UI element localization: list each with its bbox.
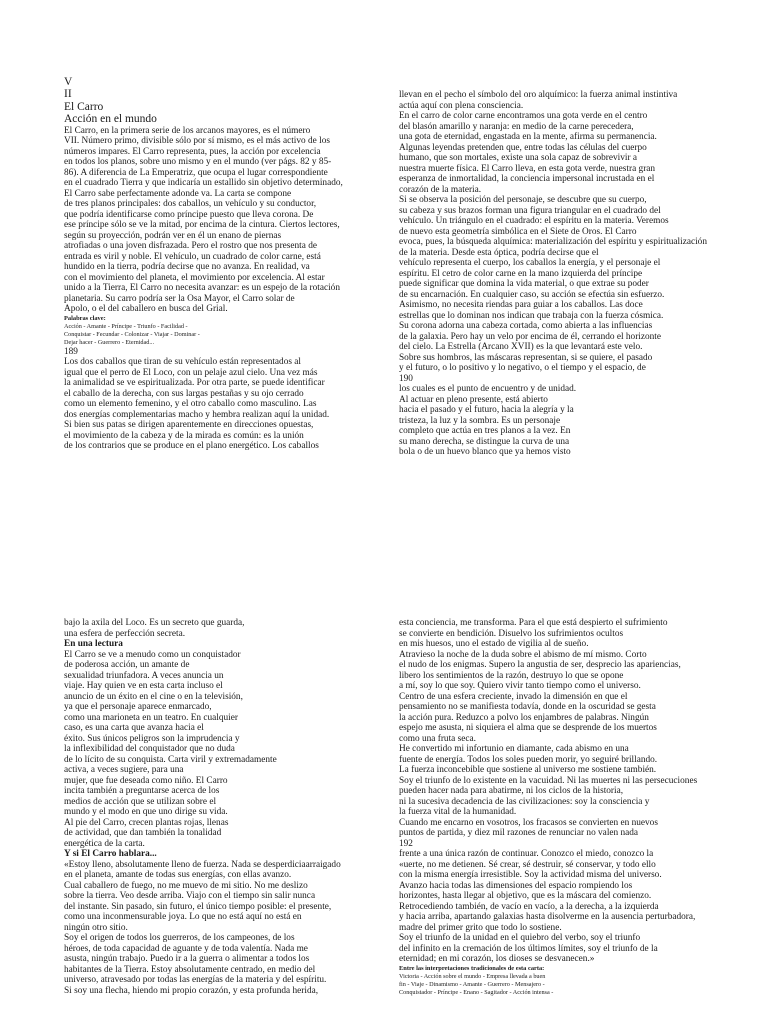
text-line: V: [64, 76, 73, 88]
text-line: hacia el pasado y el futuro, hacia la alegría y la: [399, 405, 574, 415]
text-line: Victoria - Acción sobre el mundo - Empresa llevada a buen: [399, 972, 546, 980]
text-line: de nuevo esta geometría simbólica en el Siete de Oros. El Carro: [399, 226, 637, 237]
text-line: una esfera de perfección secreta.: [64, 628, 186, 639]
text-line: la inflexibilidad del conquistador que no duda: [64, 744, 235, 754]
text-line: puede significar que domina la vida material, o que extrae su poder: [399, 279, 649, 289]
text-line: la acción pura. Reduzco a polvo los enjambres de palabras. Ningún: [399, 712, 649, 723]
text-line: de tres planos principales: dos caballos, un vehículo y su conductor,: [64, 199, 317, 210]
text-line: tristeza, la luz y la sombra. Es un personaje: [399, 415, 561, 426]
text-line: que podría identificarse como príncipe puesto que lleva corona. De: [64, 209, 314, 220]
text-line: éxito. Sus únicos peligros son la imprudencia y: [64, 733, 240, 744]
text-line: como un elemento femenino, y el otro caballo como masculino. Las: [64, 399, 317, 410]
text-line: espíritu. El cetro de color carne en la mano izquierda del príncipe: [399, 268, 643, 279]
text-line: sexualidad triunfadora. A veces anuncia un: [64, 670, 224, 681]
text-line: En el carro de color carne encontramos una gota verde en el centro: [399, 111, 648, 121]
text-line: Si soy una flecha, hiendo mi propio corazón, y esta profunda herida,: [64, 985, 319, 996]
text-line: incita también a preguntarse acerca de los: [64, 786, 220, 796]
text-line: asusta, ningún trabajo. Puedo ir a la guerra o alimentar a todos los: [64, 954, 310, 964]
text-line: el movimiento de la cabeza y de la mirada es común: es la unión: [64, 430, 304, 441]
text-line: humano, que son mortales, existe una sola capaz de sobrevivir a: [399, 153, 638, 163]
text-line: Al actuar en pleno presente, está abierto: [399, 394, 548, 405]
text-line: ningún otro sitio.: [64, 922, 128, 933]
text-line: habitantes de la Tierra. Estoy absolutamente centrado, en medio del: [64, 964, 316, 975]
text-line: como una fruta seca.: [399, 733, 476, 744]
text-line: su mano derecha, se distingue la curva de una: [399, 436, 570, 447]
text-line: pensamiento no se manifiesta todavía, donde en la oscuridad se gesta: [399, 702, 656, 712]
text-line: de actividad, que dan también la tonalidad: [64, 828, 222, 838]
text-line: en mis huesos, uno el estado de vigilia al de sueño.: [399, 639, 589, 649]
text-line: esta conciencia, me transforma. Para el que está despierto el sufrimiento: [399, 618, 668, 628]
text-line: espejo me asusta, ni siquiera el alma que se desprende de los muertos: [399, 723, 657, 733]
text-line: el caballo de la derecha, con sus largas pestañas y su ojo cerrado: [64, 388, 304, 399]
text-line: Centro de una esfera creciente, invado la dimensión en que el: [399, 691, 628, 702]
text-line: He convertido mi infortunio en diamante, cada abismo en una: [399, 744, 629, 754]
text-line: del infinito en la cremación de los últimos límites, soy el triunfo de la: [399, 943, 658, 954]
text-line: de su encarnación. En cualquier caso, su acción se efectúa sin esfuerzo.: [399, 289, 665, 300]
text-line: de la galaxia. Pero hay un velo por encima de él, cerrando el horizonte: [399, 331, 662, 342]
text-line: Cual caballero de fuego, no me muevo de mi sitio. No me deslizo: [64, 880, 308, 891]
text-line: El Carro sabe perfectamente adonde va. La carta se compone: [64, 188, 292, 199]
text-line: del cielo. La Estrella (Arcano XVII) es la que levantará este velo.: [399, 342, 643, 352]
text-line: en el planeta, amante de todas sus energías, con ellas avanzo.: [64, 870, 292, 880]
text-line: Soy el triunfo de lo existente en la vacuidad. Ni las muertes ni las persecuciones: [399, 775, 698, 786]
text-line: estrellas que lo dominan nos indican que trabaja con la fuerza cósmica.: [399, 310, 664, 321]
text-line: Sobre sus hombros, las máscaras representan, si se quiere, el pasado: [399, 352, 653, 363]
text-line: su cabeza y sus brazos forman una figura triangular en el cuadrado del: [399, 205, 661, 216]
text-line: ni la sucesiva decadencia de las civilizaciones: soy la consciencia y: [399, 796, 650, 807]
text-line: llevan en el pecho el símbolo del oro alquímico: la fuerza animal instintiva: [399, 90, 678, 100]
text-line: Entre las interpretaciones tradicionales de esta carta:: [399, 964, 545, 972]
text-line: medios de acción que se utilizan sobre el: [64, 796, 217, 807]
text-line: sobre la tierra. Veo desde arriba. Viajo con el tiempo sin salir nunca: [64, 891, 316, 901]
text-line: Conquistador - Príncipe - Enano - Sagitador - Acción intensa -: [399, 988, 554, 996]
text-line: viaje. Hay quien ve en esta carta incluso el: [64, 681, 223, 691]
text-line: Acción en el mundo: [64, 113, 157, 126]
text-line: Avanzo hacia todas las dimensiones del espacio rompiendo los: [399, 880, 633, 891]
text-line: puntos de partida, y diez mil razones de renunciar no valen nada: [399, 828, 639, 838]
text-line: igual que el perro de El Loco, con un pelaje azul cielo. Una vez más: [64, 367, 318, 378]
text-line: Cuando me encarno en vosotros, los fracasos se convierten en nuevos: [399, 817, 658, 828]
text-line: atrofiadas o una joven disfrazada. Pero el rostro que nos presenta de: [64, 241, 317, 252]
text-line: planetaria. Su carro podría ser la Osa Mayor, el Carro solar de: [64, 293, 295, 304]
text-line: El Carro se ve a menudo como un conquistador: [64, 649, 241, 660]
text-line: Si bien sus patas se dirigen aparentemente en direcciones opuestas,: [64, 420, 314, 431]
text-line: eternidad; en mi corazón, los dioses se desvanecen.»: [399, 954, 595, 964]
text-line: como una inconmensurable joya. Lo que no está aquí no está en: [64, 912, 302, 922]
text-line: bola o de un huevo blanco que ya hemos visto: [399, 447, 571, 457]
text-line: Y si El Carro hablara...: [64, 849, 157, 859]
text-line: con la misma energía irresistible. Soy la actividad misma del universo.: [399, 870, 662, 880]
text-line: frente a una única razón de continuar. Conozco el miedo, conozco la: [399, 849, 654, 859]
text-line: fin - Viaje - Dinamismo - Amante - Guerrero - Mensajero -: [399, 980, 545, 988]
text-line: 189: [64, 346, 78, 357]
text-line: héroes, de toda capacidad de aguante y de toda valentía. Nada me: [64, 943, 308, 954]
text-line: actúa aquí con plena consciencia.: [399, 100, 524, 111]
text-line: «Estoy lleno, absolutamente lleno de fuerza. Nada se desperdiciaarraigado: [64, 859, 341, 870]
text-line: Su corona adorna una cabeza cortada, como abierta a las influencias: [399, 321, 653, 331]
text-line: Dejar hacer - Guerrero - Eternidad...: [64, 338, 155, 346]
text-line: como una marioneta en un teatro. En cualquier: [64, 712, 238, 723]
text-line: números impares. El Carro representa, pues, la acción por excelencia: [64, 146, 321, 157]
text-line: dos energías complementarias macho y hembra realizan aquí la unidad.: [64, 409, 330, 420]
text-line: VII. Número primo, divisible sólo por sí mismo, es el más activo de los: [64, 136, 330, 147]
text-line: Si se observa la posición del personaje, se descubre que su cuerpo,: [399, 195, 647, 205]
text-line: En una lectura: [64, 639, 123, 649]
text-line: a mí, soy lo que soy. Quiero vivir tanto tiempo como el universo.: [399, 681, 641, 691]
text-line: completo que actúa en tres planos a la vez. En: [399, 426, 571, 436]
text-line: 190: [399, 373, 413, 384]
text-line: los cuales es el punto de encuentro y de unidad.: [399, 384, 577, 394]
text-line: 86). A diferencia de La Emperatriz, que ocupa el lugar correspondiente: [64, 167, 328, 178]
text-line: de los contrarios que se produce en el plano energético. Los caballos: [64, 441, 319, 452]
text-line: libero los sentimientos de la razón, destruyo lo que se opone: [399, 670, 624, 681]
text-line: vehículo representa el cuerpo, los caballos la energía, y el personaje el: [399, 258, 661, 268]
page1-left-column: [64, 76, 384, 452]
text-line: mundo y el modo en que uno dirige su vida.: [64, 807, 228, 817]
text-line: Acción - Amante - Príncipe - Triunfo - Facilidad -: [64, 322, 188, 330]
text-line: según su proyección, podrán ver en él un enano de piernas: [64, 230, 282, 241]
text-line: 192: [399, 838, 413, 849]
text-line: Soy el triunfo de la unidad en el quiebro del verbo, soy el triunfo: [399, 933, 641, 943]
text-line: de poderosa acción, un amante de: [64, 660, 190, 670]
text-line: vehículo. Un triángulo en el cuadrado: el espíritu en la materia. Veremos: [399, 216, 669, 226]
text-line: La fuerza inconcebible que sostiene al universo me sostiene también.: [399, 765, 657, 775]
page2-right-column: [399, 618, 719, 997]
text-line: en todos los planos, sobre uno mismo y en el mundo (ver págs. 82 y 85-: [64, 157, 332, 168]
text-line: El Carro: [64, 100, 104, 113]
text-line: Palabras clave:: [64, 314, 106, 322]
text-line: entrada es viril y noble. El vehículo, un cuadrado de color carne, está: [64, 251, 321, 262]
text-line: «uerte, no me detienen. Sé crear, sé destruir, sé conservar, y todo ello: [399, 859, 656, 870]
text-line: mujer, que fue deseada como niño. El Carro: [64, 775, 228, 786]
text-line: Soy el origen de todos los guerreros, de los campeones, de los: [64, 933, 295, 943]
text-line: anuncio de un éxito en el cine o en la televisión,: [64, 691, 243, 702]
text-line: madre del primer grito que todo lo sostiene.: [399, 922, 562, 933]
text-line: de lo lícito de su conquista. Carta viril y extremadamente: [64, 754, 277, 765]
text-line: se convierte en bendición. Disuelvo los sufrimientos ocultos: [399, 628, 624, 639]
text-line: Conquistar - Fecundar - Colonizar - Viajar - Dominar -: [64, 330, 200, 338]
text-line: unido a la Tierra, El Carro no necesita avanzar: es un espejo de la rotación: [64, 283, 340, 294]
text-line: del instante. Sin pasado, sin futuro, el único tiempo posible: el presente,: [64, 901, 332, 912]
text-line: el nudo de los enigmas. Supero la angustia de ser, desprecio las apariencias,: [399, 660, 681, 670]
text-line: la animalidad se ve espiritualizada. Por otra parte, se puede identificar: [64, 378, 325, 389]
text-line: ese príncipe sólo se ve la mitad, por encima de la cintura. Ciertos lectores,: [64, 220, 340, 231]
text-line: en el cuadrado Tierra y que indicaría un estallido sin objetivo determinado,: [64, 178, 343, 189]
text-line: hundido en la tierra, podría decirse que no avanza. En realidad, va: [64, 262, 310, 273]
text-line: Algunas leyendas pretenden que, entre todas las células del cuerpo: [399, 142, 647, 153]
text-line: la fuerza vital de la humanidad.: [399, 807, 517, 817]
text-line: corazón de la materia.: [399, 184, 482, 195]
page1-right-column: [399, 90, 719, 458]
text-line: Asimismo, no necesita riendas para guiar a los caballos. Las doce: [399, 300, 643, 310]
text-line: y el futuro, o lo positivo y lo negativo, o el tiempo y el espacio, de: [399, 363, 646, 373]
text-line: El Carro, en la primera serie de los arcanos mayores, es el número: [64, 125, 311, 136]
text-line: Apolo, o el del caballero en busca del Grial.: [64, 304, 228, 315]
text-line: Los dos caballos que tiran de su vehículo están representados al: [64, 357, 301, 368]
text-line: Retrocediendo también, de vacío en vacío, a la derecha, a la izquierda: [399, 901, 659, 912]
text-line: una gota de eternidad, engastada en la mente, afirma su permanencia.: [399, 132, 657, 142]
text-line: caso, es una carta que avanza hacia el: [64, 723, 204, 733]
text-line: de la materia. Desde esta óptica, podría decirse que el: [399, 247, 599, 258]
text-line: evoca, pues, la búsqueda alquímica: materialización del espíritu y espiritualización: [399, 237, 707, 247]
text-line: pueden hacer nada para abatirme, ni los ciclos de la historia,: [399, 786, 624, 796]
text-line: universo, atravesado por todas las energías de la materia y del espíritu.: [64, 975, 327, 985]
text-line: energética de la carta.: [64, 838, 145, 849]
text-line: II: [64, 88, 72, 101]
text-line: con el movimiento del planeta, el movimiento por excelencia. Al estar: [64, 272, 325, 283]
text-line: horizontes, hasta llegar al objetivo, que es la máscara del comienzo.: [399, 891, 652, 901]
text-line: y hacia arriba, apartando galaxias hasta disolverme en la ausencia perturbadora,: [399, 912, 696, 922]
text-line: esperanza de inmortalidad, la conciencia impersonal incrustada en el: [399, 174, 655, 184]
page2-left-column: [64, 618, 384, 996]
text-line: activa, a veces sugiere, para una: [64, 765, 184, 775]
text-line: ya que el personaje aparece enmarcado,: [64, 702, 212, 712]
text-line: del blasón amarillo y naranja: en medio de la carne perecedera,: [399, 121, 634, 132]
text-line: fuente de energía. Todos los soles pueden morir, yo seguiré brillando.: [399, 754, 658, 765]
text-line: Atravieso la noche de la duda sobre el abismo de mí mismo. Corto: [399, 649, 647, 660]
text-line: bajo la axila del Loco. Es un secreto que guarda,: [64, 618, 245, 628]
text-line: nuestra muerte física. El Carro lleva, en esta gota verde, nuestra gran: [399, 163, 656, 174]
text-line: Al pie del Carro, crecen plantas rojas, llenas: [64, 817, 229, 828]
